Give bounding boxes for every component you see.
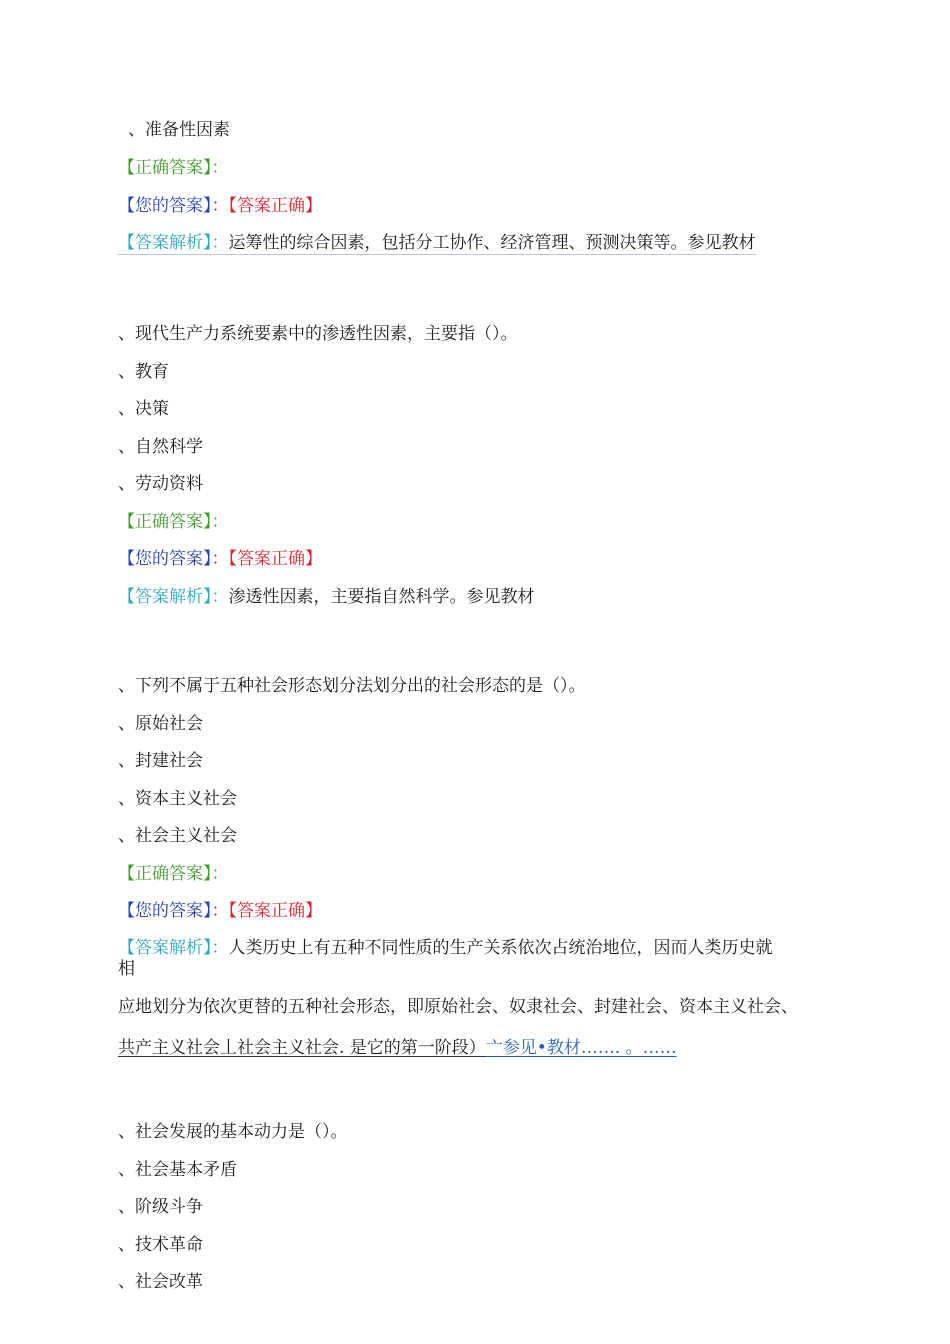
option-c: 、资本主义社会 bbox=[118, 789, 237, 809]
answer-status: 【答案正确】 bbox=[228, 901, 322, 921]
option-b: 、决策 bbox=[118, 399, 169, 419]
answer-status: 【答案正确】 bbox=[228, 196, 322, 216]
question-text: 、下列不属于五种社会形态划分法划分出的社会形态的是（）。 bbox=[118, 676, 586, 696]
analysis-text: 运筹性的综合因素，包括分工协作、经济管理、预测决策等。参见教材 bbox=[228, 233, 756, 253]
analysis-text: 渗透性因素，主要指自然科学。参见教材 bbox=[228, 587, 535, 607]
analysis-text: 人类历史上有五种不同性质的生产关系依次占统治地位，因而人类历史就 bbox=[228, 938, 773, 958]
analysis-label: 【答案解析】： bbox=[118, 938, 229, 958]
correct-answer-label: 【正确答案】： bbox=[118, 512, 229, 532]
analysis-row bbox=[118, 937, 773, 959]
option-text: 、准备性因素 bbox=[128, 120, 230, 140]
analysis-reference: 亠参见•教材 bbox=[485, 1038, 581, 1058]
analysis-ellipsis: ……. 。…… bbox=[580, 1038, 677, 1058]
option-b: 、阶级斗争 bbox=[118, 1197, 203, 1217]
your-answer-row bbox=[118, 900, 322, 922]
analysis-text-underlined: 共产主义社会丄社会主义社会. 是它的第一阶段） bbox=[118, 1038, 486, 1058]
your-answer-label: 【您的答案】： bbox=[118, 549, 229, 569]
analysis-label: 【答案解析】： bbox=[118, 233, 229, 253]
analysis-row bbox=[118, 232, 756, 254]
analysis-label: 【答案解析】： bbox=[118, 587, 229, 607]
answer-status: 【答案正确】 bbox=[228, 549, 322, 569]
option-c: 、技术革命 bbox=[118, 1235, 203, 1255]
analysis-text-wrap: 相 bbox=[118, 959, 135, 979]
option-c: 、自然科学 bbox=[118, 437, 203, 457]
correct-answer-label: 【正确答案】： bbox=[118, 864, 229, 884]
option-d: 、社会改革 bbox=[118, 1272, 203, 1292]
your-answer-label: 【您的答案】： bbox=[118, 196, 229, 216]
your-answer-row bbox=[118, 548, 322, 570]
option-a: 、原始社会 bbox=[118, 714, 203, 734]
your-answer-label: 【您的答案】： bbox=[118, 901, 229, 921]
option-b: 、封建社会 bbox=[118, 751, 203, 771]
question-text: 、社会发展的基本动力是（）。 bbox=[118, 1122, 348, 1142]
correct-answer-label: 【正确答案】： bbox=[118, 158, 229, 178]
option-d: 、劳动资料 bbox=[118, 474, 203, 494]
analysis-row bbox=[118, 586, 535, 608]
option-a: 、教育 bbox=[118, 362, 169, 382]
question-text: 、现代生产力系统要素中的渗透性因素，主要指（）。 bbox=[118, 324, 518, 344]
analysis-row-end bbox=[118, 1037, 677, 1059]
option-a: 、社会基本矛盾 bbox=[118, 1160, 237, 1180]
analysis-text-continued: 应地划分为依次更替的五种社会形态，即原始社会、奴隶社会、封建社会、资本主义社会、 bbox=[118, 997, 798, 1017]
option-d: 、社会主义社会 bbox=[118, 826, 237, 846]
your-answer-row bbox=[118, 195, 322, 217]
